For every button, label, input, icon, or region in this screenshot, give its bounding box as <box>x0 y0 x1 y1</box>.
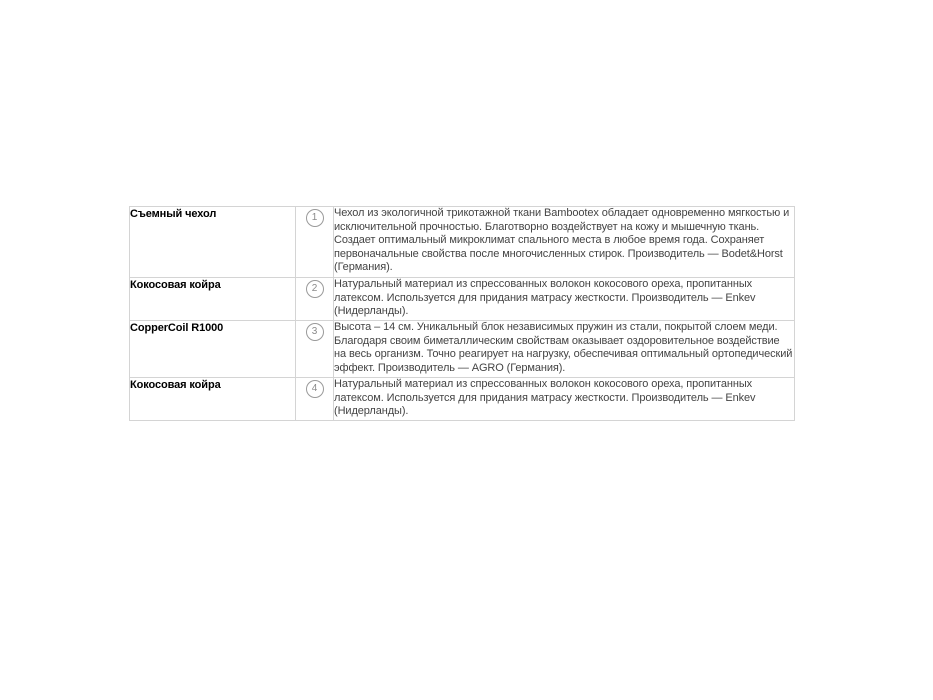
layer-number-badge: 2 <box>306 280 324 298</box>
layer-name: Съемный чехол <box>130 207 296 278</box>
layers-spec-table <box>129 206 795 421</box>
layer-number-cell <box>296 278 334 321</box>
layer-description: Натуральный материал из спрессованных волокон кокосового ореха, пропитанных латексом. Используется для придания матрасу жесткости. Производитель — Enkev (Нидерланды). <box>334 378 795 421</box>
table-row <box>130 321 795 378</box>
layer-number-cell <box>296 321 334 378</box>
layer-number-cell <box>296 207 334 278</box>
layer-description: Чехол из экологичной трикотажной ткани Bambootex обладает одновременно мягкостью и исключительной прочностью. Благотворно воздействует на кожу и мышечную ткань. Создает оптимальный микроклимат спального места в любое время года. Сохраняет первоначальные свойства после многочисленных стирок. Производитель — Bodet&Horst (Германия). <box>334 207 795 278</box>
layer-number-cell <box>296 378 334 421</box>
layer-description: Высота – 14 см. Уникальный блок независимых пружин из стали, покрытой слоем меди. Благодаря своим биметаллическим свойствам оказывает оздоровительное воздействие на весь организм. Точно реагирует на нагрузку, обеспечивая оптимальный ортопедический эффект. Производитель — AGRO (Германия). <box>334 321 795 378</box>
table-row <box>130 378 795 421</box>
table-row <box>130 207 795 278</box>
layer-number-badge: 4 <box>306 380 324 398</box>
table-row <box>130 278 795 321</box>
layer-number-badge: 3 <box>306 323 324 341</box>
layer-name: Кокосовая койра <box>130 378 296 421</box>
layer-number-badge: 1 <box>306 209 324 227</box>
layer-name: Кокосовая койра <box>130 278 296 321</box>
layer-name: CopperCoil R1000 <box>130 321 296 378</box>
layer-description: Натуральный материал из спрессованных волокон кокосового ореха, пропитанных латексом. Используется для придания матрасу жесткости. Производитель — Enkev (Нидерланды). <box>334 278 795 321</box>
